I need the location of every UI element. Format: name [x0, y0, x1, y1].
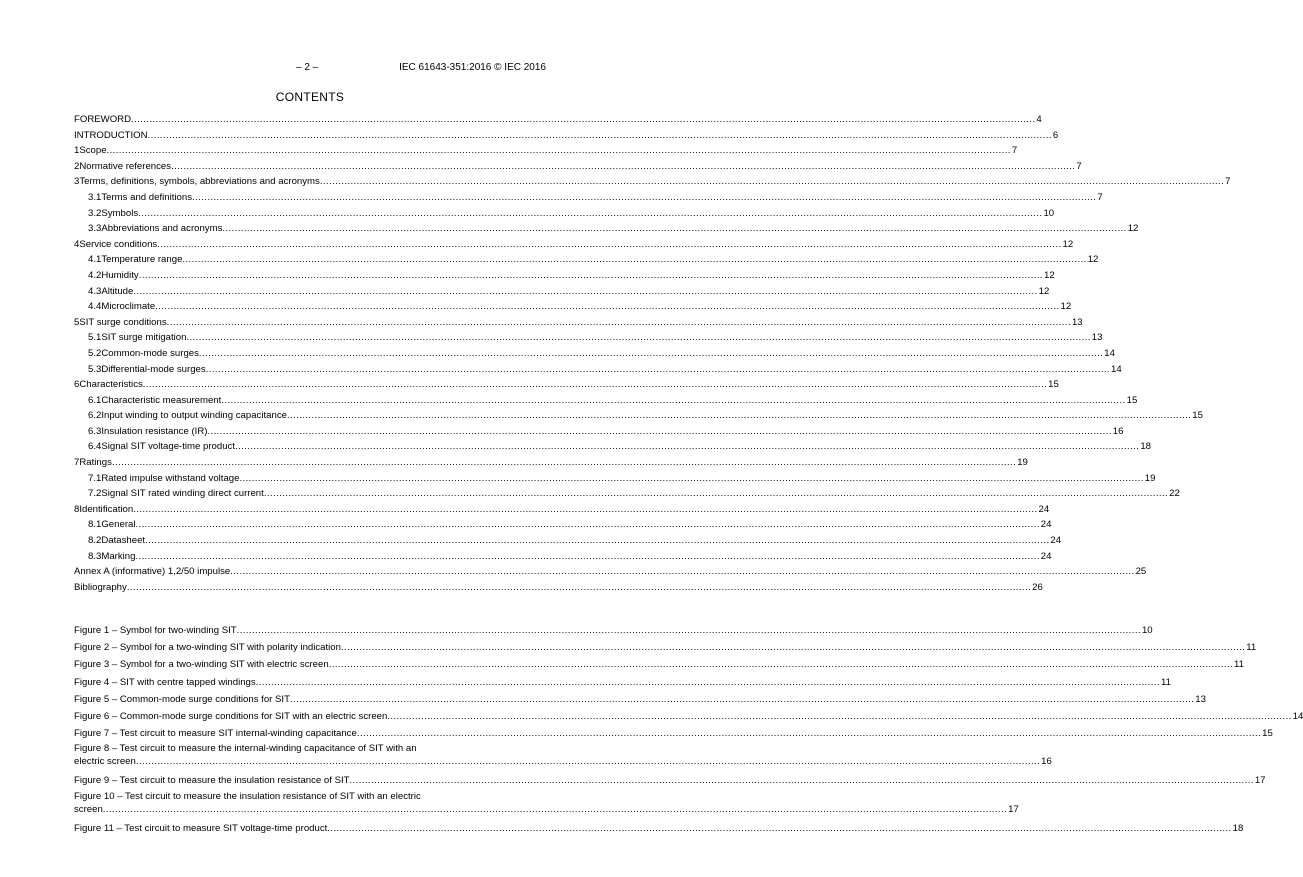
toc-entry[interactable]: [74, 533, 1062, 549]
figure-entry[interactable]: [74, 742, 1052, 772]
dot-leader: [145, 533, 1049, 549]
toc-entry[interactable]: [74, 517, 1052, 533]
dot-leader: [230, 564, 1134, 580]
figure-entry-page: 11: [1246, 642, 1257, 654]
toc-entry-page: 22: [1169, 488, 1180, 500]
toc-entry-number: 4.4: [88, 301, 102, 313]
figure-entry[interactable]: [74, 725, 1273, 742]
toc-entry-label: Insulation resistance (IR): [101, 425, 208, 437]
figure-entry-page: 10: [1141, 625, 1153, 636]
toc-entry-page: 4: [1036, 114, 1042, 125]
toc-entry-label: Ratings: [79, 457, 112, 469]
toc-entry[interactable]: [74, 393, 1138, 409]
dot-leader: [127, 580, 1031, 596]
toc-entry-label: Normative references: [79, 160, 172, 172]
toc-entry-label: Terms, definitions, symbols, abbreviations and acronyms: [79, 176, 320, 188]
toc-entry-label: Differential-mode surges: [101, 363, 206, 375]
toc-entry-page: 15: [1192, 410, 1203, 422]
toc-entry-page: 12: [1127, 223, 1139, 235]
figure-entry-label: Figure 5 – Common-mode surge conditions for SIT: [74, 693, 290, 705]
toc-entry-label: FOREWORD: [74, 114, 132, 125]
figure-entry-page: 18: [1232, 822, 1244, 834]
toc-entry-label: Common-mode surges: [101, 347, 199, 359]
dot-leader: [235, 439, 1139, 455]
toc-entry-page: 12: [1043, 269, 1055, 281]
toc-entry-label: Service conditions: [79, 238, 158, 250]
figure-entry[interactable]: [74, 691, 1206, 708]
toc-entry-label: Identification: [79, 503, 134, 515]
toc-entry-page: 18: [1140, 441, 1151, 453]
figure-entry-label: Figure 2 – Symbol for a two-winding SIT with polarity indication: [74, 642, 341, 654]
figure-entry-page: 15: [1262, 728, 1273, 740]
toc-entry-number: 6.2: [88, 410, 102, 422]
toc-entry-number: 8.2: [88, 535, 102, 547]
toc-entry-number: 5.3: [88, 363, 102, 375]
toc-entry-number: 4: [74, 238, 80, 250]
toc-entry-number: 1: [74, 145, 80, 157]
toc-entry-page: 24: [1040, 550, 1052, 562]
toc-entry-number: 4.1: [88, 254, 102, 266]
figure-entry[interactable]: [74, 708, 1303, 725]
toc-entry-label: Temperature range: [101, 254, 183, 266]
toc-entry-number: 7: [74, 457, 80, 469]
toc-entry[interactable]: [74, 408, 1203, 424]
toc-entry[interactable]: [74, 128, 1059, 144]
dot-leader: [239, 471, 1143, 487]
toc-entry-page: 12: [1060, 301, 1072, 313]
toc-entry-label: Characteristics: [79, 379, 143, 391]
toc-entry-label: Rated impulse withstand voltage: [101, 472, 240, 484]
toc-entry-label: Bibliography: [74, 581, 127, 593]
contents-title: CONTENTS: [275, 90, 345, 104]
figure-entry[interactable]: [74, 639, 1257, 656]
toc-entry-number: 6.3: [88, 425, 102, 437]
figure-entry-continuation: [74, 755, 1052, 768]
toc-entry-number: 8.3: [88, 550, 102, 562]
figure-entry-label: Figure 10 – Test circuit to measure the insulation resistance of SIT with an electric: [74, 790, 421, 802]
toc-entry[interactable]: [74, 143, 1018, 159]
figure-entry-continuation: [74, 803, 1019, 816]
toc-entry-label: SIT surge conditions: [79, 316, 167, 328]
toc-entry-page: 14: [1104, 347, 1115, 359]
toc-entry[interactable]: [74, 549, 1052, 565]
list-of-figures: [74, 622, 1303, 837]
dot-leader: [133, 284, 1037, 300]
toc-entry-number: 6: [74, 379, 80, 391]
toc-entry-page: 12: [1087, 254, 1099, 266]
toc-entry-page: 12: [1038, 285, 1050, 297]
dot-leader: [186, 330, 1090, 346]
toc-entry-number: 6.4: [88, 441, 102, 453]
toc-entry-label: Annex A (informative) 1,2/50 impulse: [74, 566, 231, 578]
toc-entry-page: 26: [1032, 581, 1043, 593]
toc-entry-label: Humidity: [101, 269, 139, 281]
toc-entry[interactable]: [74, 206, 1055, 222]
figure-entry[interactable]: [74, 820, 1244, 837]
toc-entry-page: 16: [1112, 425, 1124, 437]
toc-entry-label: Characteristic measurement: [101, 394, 222, 406]
toc-entry-label: INTRODUCTION: [74, 129, 148, 141]
toc-entry-label: Altitude: [101, 285, 134, 297]
dot-leader: [206, 362, 1110, 378]
toc-entry-label: Signal SIT voltage-time product: [101, 441, 236, 453]
figure-entry-label: Figure 8 – Test circuit to measure the internal-winding capacitance of SIT with an: [74, 743, 417, 755]
toc-entry-number: 8: [74, 503, 80, 515]
toc-entry-number: 3.1: [88, 191, 102, 203]
toc-entry-number: 5.1: [88, 332, 102, 344]
toc-entry[interactable]: [74, 424, 1124, 440]
figure-entry[interactable]: [74, 622, 1153, 639]
toc-entry-page: 7: [1225, 176, 1231, 188]
toc-entry-page: 7: [1011, 145, 1018, 157]
dot-leader: [112, 455, 1016, 471]
dot-leader: [148, 128, 1052, 144]
toc-entry[interactable]: [74, 299, 1072, 315]
toc-entry-label: Microclimate: [101, 301, 156, 313]
toc-entry[interactable]: [74, 315, 1083, 331]
dot-leader: [192, 190, 1096, 206]
dot-leader: [138, 206, 1042, 222]
dot-leader: [207, 424, 1111, 440]
dot-leader: [135, 549, 1039, 565]
dot-leader: [103, 803, 1007, 816]
dot-leader: [182, 252, 1086, 268]
toc-entry-page: 13: [1071, 316, 1083, 328]
figure-entry-label: Figure 3 – Symbol for a two-winding SIT with electric screen: [74, 659, 329, 671]
toc-entry[interactable]: [74, 112, 1042, 128]
figure-entry-page: 14: [1292, 710, 1303, 722]
dot-leader: [143, 377, 1047, 393]
toc-entry[interactable]: [74, 221, 1139, 237]
toc-entry-page: 15: [1048, 379, 1059, 391]
toc-entry-label: Signal SIT rated winding direct current: [101, 488, 264, 500]
figure-entry-label: Figure 11 – Test circuit to measure SIT voltage-time product: [74, 822, 328, 834]
figure-entry-label-cont: electric screen: [74, 756, 136, 768]
toc-entry[interactable]: [74, 471, 1156, 487]
toc-entry[interactable]: [74, 377, 1059, 393]
toc-entry-page: 10: [1043, 207, 1055, 219]
figure-entry-label-cont: screen: [74, 803, 103, 815]
dot-leader: [350, 772, 1254, 789]
toc-entry-number: 7.2: [88, 488, 102, 500]
toc-entry-label: Terms and definitions: [101, 191, 192, 203]
dot-leader: [341, 639, 1245, 656]
figure-entry-label: Figure 7 – Test circuit to measure SIT internal-winding capacitance: [74, 728, 357, 740]
dot-leader: [320, 174, 1224, 190]
toc-entry-page: 19: [1017, 457, 1028, 469]
toc-entry-page: 12: [1062, 238, 1074, 250]
dot-leader: [131, 112, 1035, 128]
toc-entry-number: 4.3: [88, 285, 102, 297]
toc-entry-label: Datasheet: [101, 535, 146, 547]
figure-entry[interactable]: [74, 772, 1266, 789]
toc-entry[interactable]: [74, 268, 1055, 284]
toc-entry[interactable]: [74, 455, 1028, 471]
dot-leader: [237, 622, 1141, 639]
dot-leader: [155, 299, 1059, 315]
toc-entry-page: 24: [1040, 519, 1052, 531]
toc-entry-label: Input winding to output winding capacitance: [101, 410, 287, 422]
toc-entry[interactable]: [74, 174, 1231, 190]
dot-leader: [139, 268, 1043, 284]
toc-entry-number: 3: [74, 176, 80, 188]
dot-leader: [157, 237, 1061, 253]
dot-leader: [287, 408, 1191, 424]
toc-entry-page: 7: [1076, 160, 1082, 172]
dot-leader: [107, 143, 1011, 159]
toc-entry-page: 19: [1144, 472, 1156, 484]
toc-entry-number: 8.1: [88, 519, 102, 531]
dot-leader: [199, 346, 1103, 362]
toc-entry[interactable]: [74, 580, 1043, 596]
figure-entry-page: 11: [1234, 659, 1244, 671]
toc-entry-number: 5: [74, 316, 80, 328]
toc-entry-label: Symbols: [101, 207, 139, 219]
figure-entry[interactable]: [74, 656, 1244, 673]
table-of-contents: [74, 112, 1231, 595]
dot-leader: [329, 656, 1233, 673]
toc-entry[interactable]: [74, 190, 1103, 206]
figure-entry-page: 11: [1161, 676, 1171, 688]
figure-entry-page: 17: [1254, 775, 1266, 787]
figure-entry-label: Figure 1 – Symbol for two-winding SIT: [74, 625, 237, 636]
dot-leader: [167, 315, 1071, 331]
dot-leader: [256, 674, 1160, 691]
figure-entry-label: Figure 6 – Common-mode surge conditions for SIT with an electric screen: [74, 710, 388, 722]
toc-entry-label: Scope: [79, 145, 107, 157]
toc-entry[interactable]: [74, 252, 1099, 268]
toc-entry-page: 24: [1050, 535, 1062, 547]
figure-entry-page: 16: [1041, 756, 1052, 768]
toc-entry-page: 6: [1052, 129, 1059, 141]
toc-entry[interactable]: [74, 439, 1151, 455]
toc-entry-label: SIT surge mitigation: [101, 332, 187, 344]
dot-leader: [133, 502, 1037, 518]
toc-entry-page: 7: [1097, 191, 1103, 203]
page-number: – 2 –: [296, 62, 319, 73]
toc-entry-number: 3.3: [88, 223, 102, 235]
toc-entry-number: 7.1: [88, 472, 102, 484]
dot-leader: [171, 159, 1075, 175]
dot-leader: [221, 393, 1125, 409]
dot-leader: [136, 755, 1040, 768]
toc-entry[interactable]: [74, 284, 1050, 300]
toc-entry-label: Abbreviations and acronyms: [101, 223, 223, 235]
standard-reference: IEC 61643-351:2016 © IEC 2016: [399, 62, 546, 73]
toc-entry-number: 5.2: [88, 347, 102, 359]
dot-leader: [264, 486, 1168, 502]
toc-entry-number: 6.1: [88, 394, 102, 406]
toc-entry[interactable]: [74, 237, 1074, 253]
figure-entry-page: 17: [1008, 803, 1019, 815]
dot-leader: [290, 691, 1194, 708]
page-header: [0, 62, 620, 76]
toc-entry[interactable]: [74, 346, 1115, 362]
toc-entry-number: 3.2: [88, 207, 102, 219]
figure-entry[interactable]: [74, 790, 1019, 820]
toc-entry[interactable]: [74, 564, 1147, 580]
toc-entry[interactable]: [74, 502, 1050, 518]
toc-entry-number: 4.2: [88, 269, 102, 281]
toc-entry[interactable]: [74, 362, 1122, 378]
toc-entry[interactable]: [74, 330, 1103, 346]
toc-entry[interactable]: [74, 159, 1082, 175]
dot-leader: [222, 221, 1126, 237]
dot-leader: [357, 725, 1261, 742]
toc-entry-page: 14: [1111, 363, 1122, 375]
dot-leader: [327, 820, 1231, 837]
dot-leader: [387, 708, 1291, 725]
dot-leader: [135, 517, 1039, 533]
toc-entry[interactable]: [74, 486, 1180, 502]
toc-entry-number: 2: [74, 160, 80, 172]
figure-entry[interactable]: [74, 674, 1171, 691]
toc-entry-label: Marking: [101, 550, 136, 562]
toc-entry-page: 25: [1135, 566, 1147, 578]
toc-entry-page: 24: [1038, 503, 1050, 515]
figure-entry-label: Figure 9 – Test circuit to measure the insulation resistance of SIT: [74, 775, 350, 787]
toc-entry-page: 15: [1126, 394, 1138, 406]
toc-entry-label: General: [101, 519, 136, 531]
toc-entry-page: 13: [1091, 332, 1103, 344]
figure-entry-page: 13: [1195, 693, 1206, 705]
figure-entry-label: Figure 4 – SIT with centre tapped windings: [74, 676, 256, 688]
